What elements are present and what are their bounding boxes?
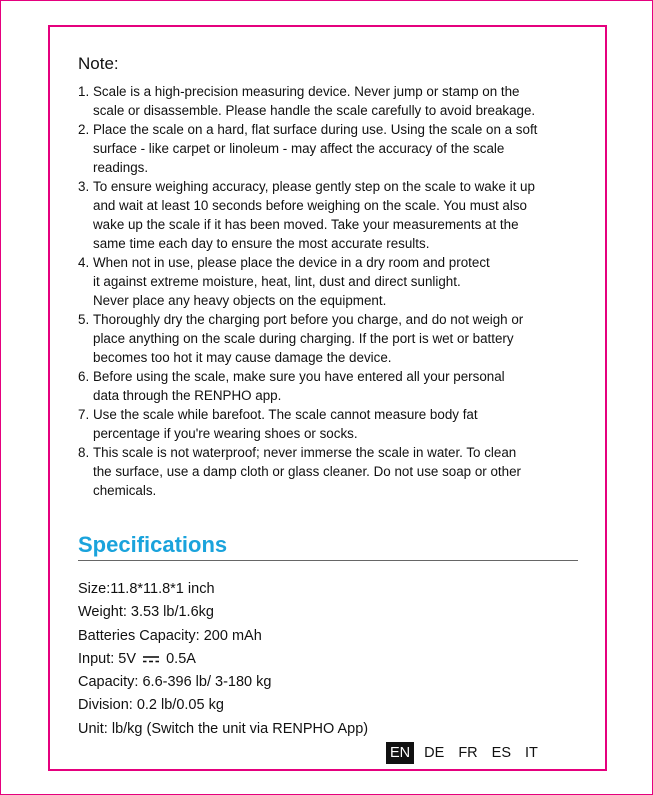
note-item-line: becomes too hot it may cause damage the device. bbox=[93, 350, 392, 365]
spec-batteries: Batteries Capacity: 200 mAh bbox=[78, 627, 262, 644]
note-item-line: This scale is not waterproof; never immerse the scale in water. To clean bbox=[93, 445, 517, 460]
spec-size: Size:11.8*11.8*1 inch bbox=[78, 581, 215, 597]
note-item-number: 6. bbox=[78, 369, 90, 384]
note-item-number: 3. bbox=[78, 179, 90, 194]
note-item-number: 7. bbox=[78, 407, 90, 422]
note-item-line: Scale is a high-precision measuring device. Never jump or stamp on the bbox=[93, 84, 520, 99]
specifications-divider bbox=[78, 560, 578, 561]
language-es[interactable]: ES bbox=[491, 745, 511, 761]
note-item-number: 4. bbox=[78, 255, 90, 270]
note-item bbox=[78, 367, 583, 405]
language-de[interactable]: DE bbox=[424, 745, 445, 761]
note-item bbox=[78, 120, 583, 177]
spec-weight: Weight: 3.53 lb/1.6kg bbox=[78, 604, 214, 621]
note-item-line: readings. bbox=[93, 160, 149, 175]
note-item-line: chemicals. bbox=[93, 483, 157, 498]
note-item-line: Never place any heavy objects on the equipment. bbox=[93, 293, 387, 308]
note-item-line: the surface, use a damp cloth or glass cleaner. Do not use soap or other bbox=[93, 464, 522, 479]
note-item bbox=[78, 310, 583, 367]
note-item-line: data through the RENPHO app. bbox=[93, 388, 282, 403]
note-item-line: When not in use, please place the device in a dry room and protect bbox=[93, 255, 490, 270]
specifications-list bbox=[78, 578, 368, 741]
note-item-line: scale or disassemble. Please handle the scale carefully to avoid breakage. bbox=[93, 103, 536, 118]
language-en[interactable]: EN bbox=[386, 742, 414, 764]
note-item-line: Use the scale while barefoot. The scale cannot measure body fat bbox=[93, 407, 478, 422]
note-item-line: wake up the scale if it has been moved. Take your measurements at the bbox=[93, 217, 519, 232]
language-selector bbox=[386, 742, 548, 764]
language-fr[interactable]: FR bbox=[458, 745, 478, 761]
note-item bbox=[78, 405, 583, 443]
note-item-line: Place the scale on a hard, flat surface during use. Using the scale on a soft bbox=[93, 122, 538, 137]
note-item bbox=[78, 253, 583, 310]
note-item-number: 1. bbox=[78, 84, 90, 99]
direct-current-icon bbox=[142, 654, 160, 664]
note-item bbox=[78, 177, 583, 253]
spec-capacity: Capacity: 6.6-396 lb/ 3-180 kg bbox=[78, 674, 272, 691]
spec-input-prefix: Input: 5V bbox=[78, 650, 137, 667]
note-item-line: Before using the scale, make sure you have entered all your personal bbox=[93, 369, 505, 384]
note-item bbox=[78, 82, 583, 120]
note-item-line: and wait at least 10 seconds before weighing on the scale. You must also bbox=[93, 198, 527, 213]
language-it[interactable]: IT bbox=[525, 745, 538, 761]
note-item-line: Thoroughly dry the charging port before you charge, and do not weigh or bbox=[93, 312, 524, 327]
note-item-number: 8. bbox=[78, 445, 90, 460]
notes-list bbox=[78, 82, 583, 500]
note-item-line: same time each day to ensure the most accurate results. bbox=[93, 236, 430, 251]
note-item-line: it against extreme moisture, heat, lint, dust and direct sunlight. bbox=[93, 274, 461, 289]
note-item-number: 5. bbox=[78, 312, 90, 327]
note-item-line: To ensure weighing accuracy, please gently step on the scale to wake it up bbox=[93, 179, 535, 194]
note-title: Note: bbox=[78, 54, 119, 73]
spec-unit: Unit: lb/kg (Switch the unit via RENPHO App) bbox=[78, 720, 369, 737]
spec-input bbox=[78, 648, 368, 671]
note-item-number: 2. bbox=[78, 122, 90, 137]
note-item-line: percentage if you're wearing shoes or socks. bbox=[93, 426, 358, 441]
spec-division: Division: 0.2 lb/0.05 kg bbox=[78, 697, 224, 714]
note-item bbox=[78, 443, 583, 500]
note-item-line: place anything on the scale during charging. If the port is wet or battery bbox=[93, 331, 514, 346]
note-item-line: surface - like carpet or linoleum - may affect the accuracy of the scale bbox=[93, 141, 505, 156]
spec-input-suffix: 0.5A bbox=[166, 650, 196, 667]
specifications-heading: Specifications bbox=[78, 532, 228, 557]
